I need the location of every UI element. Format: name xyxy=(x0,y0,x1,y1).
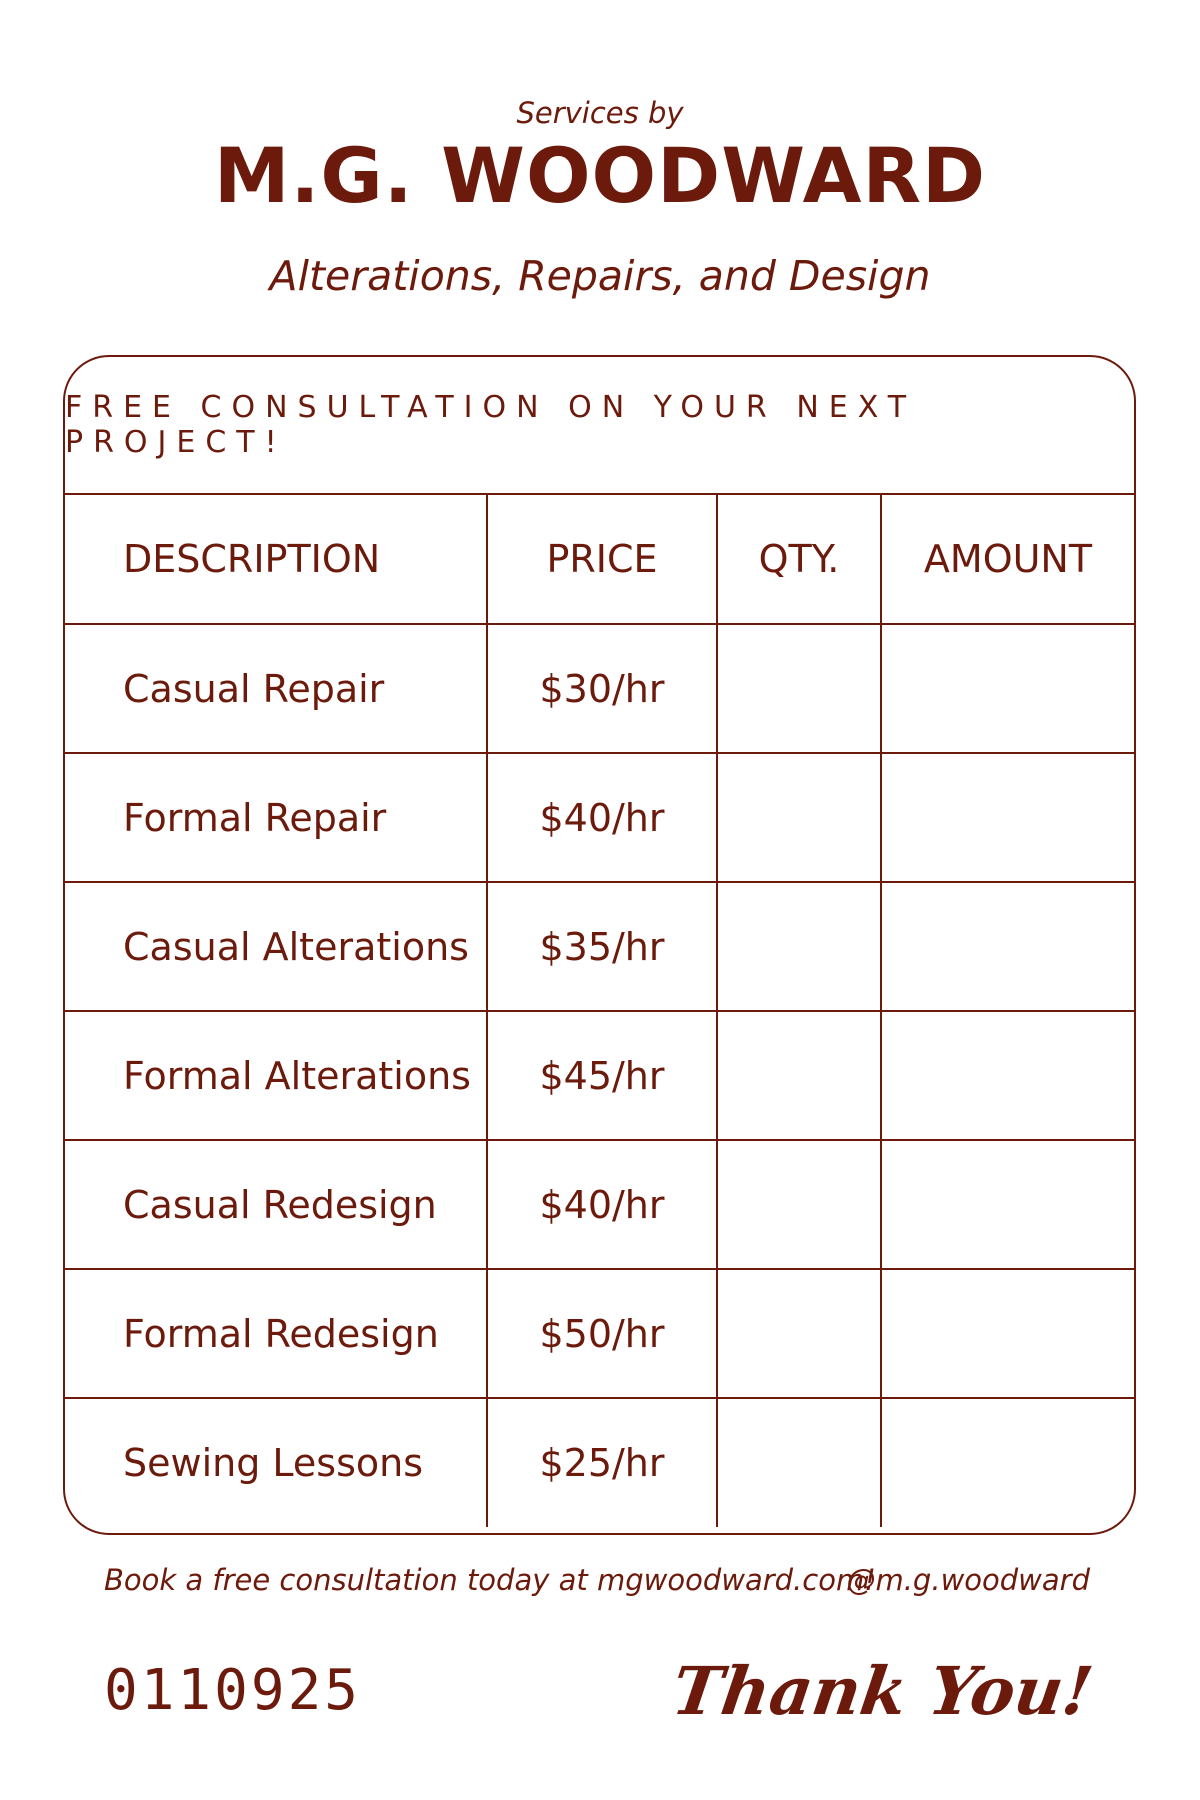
row-description: Formal Alterations xyxy=(65,1011,487,1140)
row-description: Sewing Lessons xyxy=(65,1398,487,1527)
table-row xyxy=(65,1398,1134,1527)
column-header-price: PRICE xyxy=(487,495,717,624)
table-row xyxy=(65,753,1134,882)
row-description: Formal Repair xyxy=(65,753,487,882)
row-description: Formal Redesign xyxy=(65,1269,487,1398)
table-row xyxy=(65,1269,1134,1398)
tagline: Alterations, Repairs, and Design xyxy=(269,252,931,300)
thank-you-script: Thank You! xyxy=(667,1652,1098,1730)
row-description: Casual Alterations xyxy=(65,882,487,1011)
row-price: $40/hr xyxy=(487,753,717,882)
column-header-amount: AMOUNT xyxy=(881,495,1134,624)
row-amount-cell[interactable] xyxy=(881,1398,1134,1527)
social-handle: @m.g.woodward xyxy=(846,1563,1090,1597)
row-qty-cell[interactable] xyxy=(717,1398,881,1527)
price-card xyxy=(63,355,1136,1535)
row-amount-cell[interactable] xyxy=(881,882,1134,1011)
row-price: $25/hr xyxy=(487,1398,717,1527)
row-description: Casual Redesign xyxy=(65,1140,487,1269)
row-price: $35/hr xyxy=(487,882,717,1011)
row-amount-cell[interactable] xyxy=(881,1011,1134,1140)
table-header-row xyxy=(65,495,1134,624)
row-amount-cell[interactable] xyxy=(881,753,1134,882)
table-row xyxy=(65,1140,1134,1269)
services-table xyxy=(65,495,1134,1527)
services-by-label: Services by xyxy=(516,96,684,130)
column-header-description: DESCRIPTION xyxy=(65,495,487,624)
brand-name: M.G. WOODWARD xyxy=(213,131,987,220)
row-price: $50/hr xyxy=(487,1269,717,1398)
table-row xyxy=(65,1011,1134,1140)
row-description: Casual Repair xyxy=(65,624,487,753)
row-qty-cell[interactable] xyxy=(717,1140,881,1269)
row-qty-cell[interactable] xyxy=(717,624,881,753)
row-amount-cell[interactable] xyxy=(881,624,1134,753)
table-row xyxy=(65,882,1134,1011)
row-price: $45/hr xyxy=(487,1011,717,1140)
table-row xyxy=(65,624,1134,753)
consultation-banner: FREE CONSULTATION ON YOUR NEXT PROJECT! xyxy=(65,357,1134,495)
booking-message: Book a free consultation today at mgwoodward.com! xyxy=(104,1563,876,1597)
row-qty-cell[interactable] xyxy=(717,753,881,882)
row-price: $30/hr xyxy=(487,624,717,753)
row-qty-cell[interactable] xyxy=(717,882,881,1011)
row-qty-cell[interactable] xyxy=(717,1269,881,1398)
row-amount-cell[interactable] xyxy=(881,1269,1134,1398)
row-amount-cell[interactable] xyxy=(881,1140,1134,1269)
receipt-number: 0110925 xyxy=(104,1658,362,1723)
column-header-qty: QTY. xyxy=(717,495,881,624)
row-qty-cell[interactable] xyxy=(717,1011,881,1140)
row-price: $40/hr xyxy=(487,1140,717,1269)
